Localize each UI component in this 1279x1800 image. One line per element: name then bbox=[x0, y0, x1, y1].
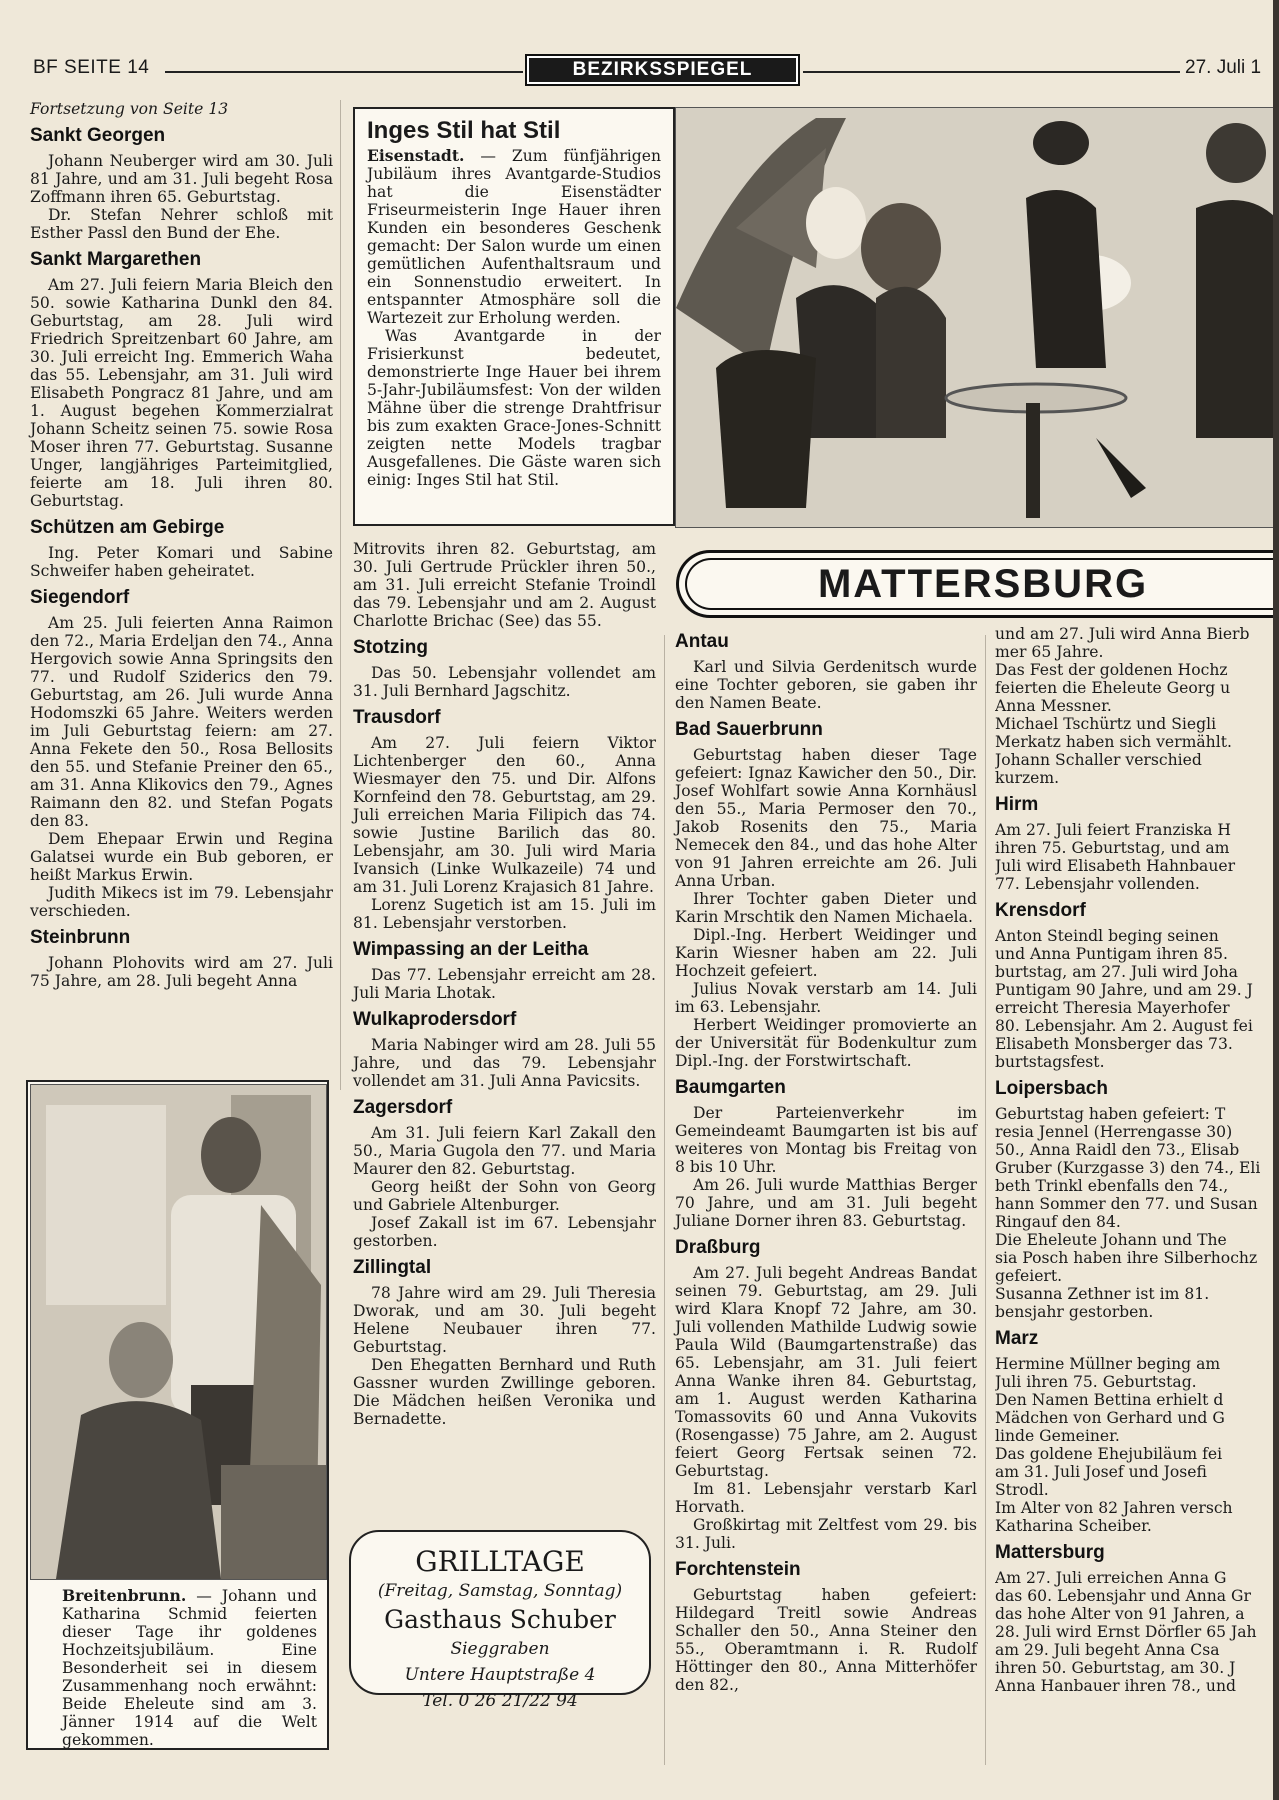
paragraph: Am 27. Juli feiern Viktor Lichtenberger den 60., Anna Wiesmayer den 75. und Dir. Alfons Kornfeind den 78. Geburtstag, am 29. Juli erreichen Maria Filipich das 74. sowie Justine Barilich das 80. Lebensjahr, am 30. Juli wird Maria Ivansich (Linke Wulkazeile) 74 und am 31. Juli Lorenz Krajasich 81 Jahre. bbox=[353, 734, 656, 896]
paragraph: ihren 50. Geburtstag, am 30. J bbox=[995, 1659, 1236, 1677]
section-heading: Hirm bbox=[995, 794, 1039, 815]
paragraph: Herbert Weidinger promovierte an der Universität für Bodenkultur zum Dipl.-Ing. der Forstwirtschaft. bbox=[675, 1016, 977, 1070]
section-heading: Zagersdorf bbox=[353, 1097, 453, 1118]
paragraph: Das goldene Ehejubiläum fei bbox=[995, 1445, 1223, 1463]
inges-para-2: Was Avantgarde in der Frisierkunst bedeutet, demonstrierte Inge Hauer bei ihrem 5-Jahr-Jubiläumsfest: Von der wilden Mähne über die strenge Drahtfrisur bis zum exakten Grace-Jones-Schnitt zeigten nette Models tragbar Ausgefallenes. Die Gäste waren sich einig: Inges Stil hat Stil. bbox=[367, 327, 661, 489]
section-heading: Wimpassing an der Leitha bbox=[353, 939, 589, 960]
column-rule bbox=[340, 100, 341, 1090]
paragraph: Anna Messner. bbox=[995, 697, 1112, 715]
paragraph: Im Alter von 82 Jahren versch bbox=[995, 1499, 1233, 1517]
section-heading: Draßburg bbox=[675, 1237, 761, 1258]
paragraph: Am 31. Juli feiern Karl Zakall den 50., Maria Gugola den 77. und Maria Maurer den 82. Geburtstag. bbox=[353, 1124, 656, 1178]
paragraph: Johann Schaller verschied bbox=[995, 751, 1202, 769]
paragraph: bensjahr gestorben. bbox=[995, 1303, 1154, 1321]
paragraph: Am 27. Juli begeht Andreas Bandat seinen 79. Geburtstag, am 29. Juli wird Klara Knopf 72 Jahre, am 30. Juli vollenden Mathilde Ludwig sowie Paula Wild (Baumgartenstraße) das 65. Lebensjahr, am 31. Juli feiert Anna Wanke ihren 84. Geburtstag, am 1. August werden Katharina Tomassovits 60 und Anna Vukovits (Rosengasse) 75 Jahre, am 2. August feiert Georg Fertsak seinen 72. Geburtstag. bbox=[675, 1264, 977, 1480]
photo-caption bbox=[62, 1587, 317, 1749]
paragraph: linde Gemeiner. bbox=[995, 1427, 1120, 1445]
paragraph: Johann Neuberger wird am 30. Juli 81 Jahre, und am 31. Juli begeht Rosa Zoffmann ihren 65. Geburtstag. bbox=[30, 152, 333, 206]
inges-lead bbox=[367, 147, 661, 327]
paragraph: burtstag, am 27. Juli wird Joha bbox=[995, 963, 1238, 981]
paragraph: Der Parteienverkehr im Gemeindeamt Baumgarten ist bis auf weiteres von Montag bis Freitag von 8 bis 10 Uhr. bbox=[675, 1104, 977, 1176]
section-heading: Mattersburg bbox=[995, 1542, 1105, 1563]
paragraph: Dem Ehepaar Erwin und Regina Galatsei wurde ein Bub geboren, er heißt Markus Erwin. bbox=[30, 830, 333, 884]
paragraph: Geburtstag haben gefeiert: Hildegard Treitl sowie Andreas Schaller den 50., Anna Steiner den 55., Oberamtmann i. R. Rudolf Höttinger den 80., Anna Mitterhöfer den 82., bbox=[675, 1586, 977, 1694]
section-heading: Antau bbox=[675, 631, 729, 652]
ad-days: (Freitag, Samstag, Sonntag) bbox=[377, 1581, 623, 1601]
paragraph: Juli wird Elisabeth Hahnbauer bbox=[995, 857, 1236, 875]
paragraph: am 29. Juli begeht Anna Csa bbox=[995, 1641, 1220, 1659]
section-heading: Schützen am Gebirge bbox=[30, 517, 225, 538]
continuation-note: Fortsetzung von Seite 13 bbox=[30, 100, 229, 118]
section-heading: Siegendorf bbox=[30, 587, 130, 608]
paragraph: Mädchen von Gerhard und G bbox=[995, 1409, 1225, 1427]
paragraph: Dr. Stefan Nehrer schloß mit Esther Passl den Bund der Ehe. bbox=[30, 206, 333, 242]
caption-text: — Johann und Katharina Schmid feierten dieser Tage ihr goldenes Hochzeitsjubiläum. Eine Besonderheit sei in diesem Zusammenhang noch erwähnt: Beide Eheleute sind am 3. Jänner 1914 auf die Welt gekommen. bbox=[62, 1587, 317, 1749]
inges-lead-text: — Zum fünfjährigen Jubiläum ihres Avantgarde-Studios hat die Eisenstädter Friseurmeisterin Inge Hauer ihren Kunden ein besonderes Geschenk gemacht: Der Salon wurde um einen gemütlichen Aufenthaltsraum und ein Sonnenstudio erweitert. In entspannter Atmosphäre soll die Wartezeit zur Erholung werden. bbox=[367, 147, 661, 327]
paragraph: 80. Lebensjahr. Am 2. August fei bbox=[995, 1017, 1253, 1035]
paragraph: Katharina Scheiber. bbox=[995, 1517, 1152, 1535]
paragraph: am 31. Juli Josef und Josefi bbox=[995, 1463, 1207, 1481]
section-heading: Sankt Georgen bbox=[30, 125, 166, 146]
paragraph: Lorenz Sugetich ist am 15. Juli im 81. Lebensjahr verstorben. bbox=[353, 896, 656, 932]
inges-article bbox=[353, 107, 675, 526]
paragraph: Ing. Peter Komari und Sabine Schweifer haben geheiratet. bbox=[30, 544, 333, 580]
paragraph: burtstagsfest. bbox=[995, 1053, 1105, 1071]
section-heading: Sankt Margarethen bbox=[30, 249, 202, 270]
paragraph: Susanna Zethner ist im 81. bbox=[995, 1285, 1210, 1303]
column-1 bbox=[30, 100, 333, 990]
paragraph: sia Posch haben ihre Silberhochz bbox=[995, 1249, 1258, 1267]
header-rule-right bbox=[803, 71, 1180, 73]
paragraph: das hohe Alter von 91 Jahren, a bbox=[995, 1605, 1245, 1623]
paragraph: kurzem. bbox=[995, 769, 1060, 787]
paragraph: ihren 75. Geburtstag, und am bbox=[995, 839, 1230, 857]
paragraph: Geburtstag haben dieser Tage gefeiert: Ignaz Kawicher den 50., Dir. Josef Wohlfart sowie Anna Kornhäusl den 55., Maria Permoser den 70., Jakob Rosenits den 75., Maria Nemecek den 84., und das hohe Alter von 91 Jahren erreichte am 26. Juli Anna Urban. bbox=[675, 746, 977, 890]
paragraph: Das 77. Lebensjahr erreicht am 28. Juli Maria Lhotak. bbox=[353, 966, 656, 1002]
mattersburg-banner bbox=[676, 550, 1279, 618]
ad-venue: Gasthaus Schuber bbox=[384, 1605, 616, 1634]
paragraph: Das 50. Lebensjahr vollendet am 31. Juli Bernhard Jagschitz. bbox=[353, 664, 656, 700]
column-2 bbox=[353, 540, 656, 1428]
issue-date: 27. Juli 1 bbox=[1185, 57, 1262, 78]
paragraph: Am 27. Juli erreichen Anna G bbox=[995, 1569, 1227, 1587]
paragraph: Großkirtag mit Zeltfest vom 29. bis 31. Juli. bbox=[675, 1516, 977, 1552]
column-4 bbox=[995, 625, 1273, 1695]
paragraph: Juli ihren 75. Geburtstag. bbox=[995, 1373, 1197, 1391]
paragraph: und Anna Puntigam ihren 85. bbox=[995, 945, 1228, 963]
paragraph: beth Trinkl ebenfalls den 74., bbox=[995, 1177, 1229, 1195]
paragraph: Das Fest der goldenen Hochz bbox=[995, 661, 1228, 679]
ad-headline: GRILLTAGE bbox=[415, 1545, 585, 1578]
paragraph: 50., Anna Raidl den 73., Elisab bbox=[995, 1141, 1240, 1159]
paragraph: Mitrovits ihren 82. Geburtstag, am 30. Juli Gertrude Prückler ihren 50., am 31. Juli erreicht Stefanie Troindl das 79. Lebensjahr und am 2. August Charlotte Brichac (See) das 55. bbox=[353, 540, 656, 630]
paragraph: Hermine Müllner beging am bbox=[995, 1355, 1221, 1373]
paragraph: Josef Zakall ist im 67. Lebensjahr gestorben. bbox=[353, 1214, 656, 1250]
paragraph: Am 25. Juli feierten Anna Raimon den 72., Maria Erdeljan den 74., Anna Hergovich sowie Anna Springsits den 77. und Rudolf Sziderics den 79. Geburtstag, am 26. Juli wurde Anna Hodomszki 65 Jahre. Weiters werden im Juli Geburtstag feiern: am 27. Anna Fekete den 50., Rosa Bellosits den 55. und Stefanie Preiner den 65., am 31. Anna Klikovics den 79., Agnes Raimann den 82. und Stefan Pogats den 83. bbox=[30, 614, 333, 830]
section-heading: Zillingtal bbox=[353, 1257, 432, 1278]
paragraph: Ringauf den 84. bbox=[995, 1213, 1121, 1231]
paragraph: Anna Hanbauer ihren 78., und bbox=[995, 1677, 1236, 1695]
paragraph: Geburtstag haben gefeiert: T bbox=[995, 1105, 1226, 1123]
column-rule bbox=[985, 635, 986, 1765]
paragraph: das 60. Lebensjahr und Anna Gr bbox=[995, 1587, 1251, 1605]
paragraph: resia Jennel (Herrengasse 30) bbox=[995, 1123, 1233, 1141]
paragraph: Anton Steindl beging seinen bbox=[995, 927, 1219, 945]
paragraph: Den Namen Bettina erhielt d bbox=[995, 1391, 1224, 1409]
section-heading: Baumgarten bbox=[675, 1077, 786, 1098]
paragraph: und am 27. Juli wird Anna Bierb bbox=[995, 625, 1250, 643]
paragraph: mer 65 Jahre. bbox=[995, 643, 1104, 661]
paragraph: Elisabeth Monsberger das 73. bbox=[995, 1035, 1233, 1053]
paragraph: Dipl.-Ing. Herbert Weidinger und Karin Wiesner haben am 22. Juli Hochzeit gefeiert. bbox=[675, 926, 977, 980]
header-rule-left bbox=[165, 71, 523, 73]
section-heading: Trausdorf bbox=[353, 707, 441, 728]
paragraph: hann Sommer den 77. und Susan bbox=[995, 1195, 1258, 1213]
column-4-clip bbox=[995, 625, 1273, 1775]
paragraph: Am 27. Juli feiern Maria Bleich den 50. sowie Katharina Dunkl den 84. Geburtstag, am 28. Juli wird Friedrich Spreitzenbart 60 Jahre, am 30. Juli erreicht Ing. Emmerich Waha das 55. Lebensjahr, am 31. Juli wird Elisabeth Pongracz 81 Jahre, und am 1. August begehen Kommerzialrat Johann Scheitz seinen 75. sowie Rosa Moser ihren 77. Geburtstag. Susanne Unger, langjähriges Parteimitglied, feierte am 18. Juli ihren 80. Geburtstag. bbox=[30, 276, 333, 510]
ad-address: Untere Hauptstraße 4 bbox=[404, 1665, 596, 1685]
district-title: MATTERSBURG bbox=[685, 558, 1279, 610]
section-heading: Krensdorf bbox=[995, 900, 1086, 921]
paragraph: feierten die Eheleute Georg u bbox=[995, 679, 1231, 697]
column-3 bbox=[675, 624, 977, 1694]
couple-photo bbox=[30, 1084, 327, 1580]
column-rule bbox=[664, 635, 665, 1765]
section-banner bbox=[525, 54, 800, 86]
section-heading: Loipersbach bbox=[995, 1078, 1108, 1099]
section-title: BEZIRKSSPIEGEL bbox=[529, 58, 796, 82]
paragraph: Den Ehegatten Bernhard und Ruth Gassner wurden Zwillinge geboren. Die Mädchen heißen Veronika und Bernadette. bbox=[353, 1356, 656, 1428]
paragraph: Michael Tschürtz und Siegli bbox=[995, 715, 1217, 733]
paragraph: Gruber (Kurzgasse 3) den 74., Eli bbox=[995, 1159, 1261, 1177]
inges-title: Inges Stil hat Stil bbox=[367, 117, 561, 144]
paragraph: Georg heißt der Sohn von Georg und Gabriele Altenburger. bbox=[353, 1178, 656, 1214]
paragraph: Puntigam 90 Jahre, und am 29. J bbox=[995, 981, 1253, 999]
ad-town: Sieggraben bbox=[450, 1639, 550, 1659]
paragraph: Am 27. Juli feiert Franziska H bbox=[995, 821, 1232, 839]
section-heading: Forchtenstein bbox=[675, 1559, 801, 1580]
paragraph: 78 Jahre wird am 29. Juli Theresia Dworak, und am 30. Juli begeht Helene Neubauer ihren 77. Geburtstag. bbox=[353, 1284, 656, 1356]
caption-location: Breitenbrunn. bbox=[62, 1586, 187, 1605]
paragraph: 77. Lebensjahr vollenden. bbox=[995, 875, 1200, 893]
section-heading: Wulkaprodersdorf bbox=[353, 1009, 517, 1030]
paragraph: Die Eheleute Johann und The bbox=[995, 1231, 1227, 1249]
paragraph: Maria Nabinger wird am 28. Juli 55 Jahre, und das 79. Lebensjahr vollendet am 31. Juli Anna Pavicsits. bbox=[353, 1036, 656, 1090]
paragraph: erreicht Theresia Mayerhofer bbox=[995, 999, 1230, 1017]
grilltage-ad bbox=[349, 1530, 651, 1711]
page-edge bbox=[1273, 0, 1279, 1800]
section-heading: Bad Sauerbrunn bbox=[675, 719, 823, 740]
ad-phone: Tel. 0 26 21/22 94 bbox=[422, 1691, 578, 1711]
paragraph: gefeiert. bbox=[995, 1267, 1063, 1285]
paragraph: Judith Mikecs ist im 79. Lebensjahr verschieden. bbox=[30, 884, 333, 920]
inges-location: Eisenstadt. bbox=[367, 146, 465, 165]
paragraph: Am 26. Juli wurde Matthias Berger 70 Jahre, und am 31. Juli begeht Juliane Dorner ihren 83. Geburtstag. bbox=[675, 1176, 977, 1230]
paragraph: Merkatz haben sich vermählt. bbox=[995, 733, 1232, 751]
paragraph: Im 81. Lebensjahr verstarb Karl Horvath. bbox=[675, 1480, 977, 1516]
paragraph: Strodl. bbox=[995, 1481, 1049, 1499]
paragraph: 28. Juli wird Ernst Dörfler 65 Jah bbox=[995, 1623, 1257, 1641]
section-heading: Marz bbox=[995, 1328, 1039, 1349]
paragraph: Julius Novak verstarb am 14. Juli im 63. Lebensjahr. bbox=[675, 980, 977, 1016]
paragraph: Ihrer Tochter gaben Dieter und Karin Mrschtik den Namen Michaela. bbox=[675, 890, 977, 926]
salon-photo bbox=[675, 107, 1279, 528]
section-heading: Stotzing bbox=[353, 637, 428, 658]
section-heading: Steinbrunn bbox=[30, 927, 131, 948]
page-number: BF SEITE 14 bbox=[33, 57, 150, 78]
paragraph: Karl und Silvia Gerdenitsch wurde eine Tochter geboren, sie gaben ihr den Namen Beate. bbox=[675, 658, 977, 712]
paragraph: Johann Plohovits wird am 27. Juli 75 Jahre, am 28. Juli begeht Anna bbox=[30, 954, 333, 990]
